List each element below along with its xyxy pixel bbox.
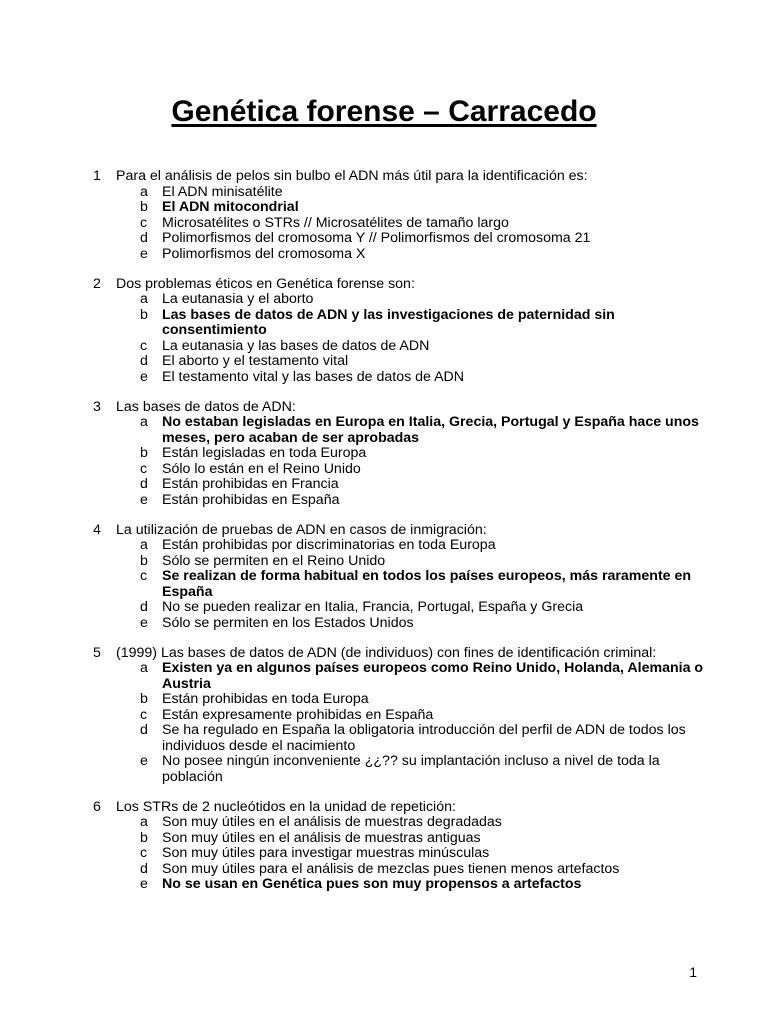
option-letter: d [140, 722, 148, 738]
question-number: 6 [93, 798, 101, 815]
option [0, 216, 768, 232]
question-number: 2 [93, 275, 101, 292]
option-text: Polimorfismos del cromosoma X [162, 245, 366, 262]
option-letter: d [140, 860, 148, 877]
option-list [0, 538, 768, 631]
option-list [0, 292, 768, 385]
question-number: 5 [93, 644, 101, 661]
correct-option [0, 877, 768, 893]
option-letter: c [140, 460, 148, 477]
question-1 [0, 169, 768, 262]
option-text: Están expresamente prohibidas en España [162, 706, 434, 723]
correct-option [0, 308, 768, 339]
option [0, 446, 768, 462]
option-text: Están prohibidas en toda Europa [162, 691, 369, 707]
option [0, 339, 768, 355]
option-letter: e [140, 245, 148, 262]
option-text: Son muy útiles en el análisis de muestras degradadas [162, 814, 502, 830]
option-text: Sólo se permiten en el Reino Unido [162, 552, 386, 569]
option-text: El aborto y el testamento vital [162, 353, 349, 369]
option-letter: c [140, 845, 148, 861]
option-text: Están prohibidas en España [162, 491, 340, 508]
option-letter: c [140, 706, 148, 723]
option-letter: b [140, 829, 148, 846]
question-text: (1999) Las bases de datos de ADN (de individuos) con fines de identificación criminal: [116, 644, 657, 661]
option [0, 493, 768, 509]
option-letter: b [140, 552, 148, 569]
option-letter: b [140, 691, 148, 707]
option [0, 231, 768, 247]
option-text: El ADN minisatélite [162, 183, 283, 200]
option-letter: d [140, 353, 148, 369]
option [0, 723, 768, 754]
question-text: Dos problemas éticos en Genética forense son: [116, 275, 415, 292]
correct-option [0, 569, 768, 600]
option-text: Se realizan de forma habitual en todos los países europeos, más raramente en España [162, 568, 692, 600]
correct-option [0, 200, 768, 216]
option-text: Están prohibidas en Francia [162, 476, 339, 492]
option-list [0, 415, 768, 508]
question-text: Los STRs de 2 nucleótidos en la unidad de repetición: [116, 798, 456, 815]
option-text: Sólo lo están en el Reino Unido [162, 460, 361, 477]
question-list [0, 169, 768, 907]
option-list [0, 185, 768, 263]
option [0, 247, 768, 263]
option-list [0, 815, 768, 893]
option-text: No posee ningún inconveniente ¿¿?? su implantación incluso a nivel de toda la población [162, 753, 660, 785]
question-2 [0, 277, 768, 386]
option [0, 831, 768, 847]
option-letter: d [140, 230, 148, 246]
question-3 [0, 400, 768, 509]
question-5 [0, 646, 768, 786]
option-text: Se ha regulado en España la obligatoria introducción del perfil de ADN de todos los individuos desde el nacimiento [162, 722, 686, 754]
option [0, 462, 768, 478]
option-text: Son muy útiles en el análisis de muestras antiguas [162, 829, 481, 846]
option-letter: c [140, 214, 148, 231]
option-letter: a [140, 291, 148, 307]
option [0, 185, 768, 201]
option [0, 354, 768, 370]
question-number: 1 [93, 168, 101, 184]
question-text: La utilización de pruebas de ADN en casos de inmigración: [116, 521, 487, 538]
option-letter: a [140, 183, 148, 200]
option-letter: e [140, 753, 148, 769]
option-letter: e [140, 614, 148, 631]
option-text: La eutanasia y las bases de datos de ADN [162, 337, 430, 354]
correct-option [0, 661, 768, 692]
option-letter: e [140, 368, 148, 385]
option-text: Son muy útiles para investigar muestras minúsculas [162, 845, 490, 861]
option-text: El ADN mitocondrial [162, 199, 299, 215]
option-text: Sólo se permiten en los Estados Unidos [162, 614, 414, 631]
page-number: 1 [689, 964, 697, 980]
option [0, 616, 768, 632]
document-title: Genética forense – Carracedo [171, 95, 597, 128]
option [0, 692, 768, 708]
option [0, 370, 768, 386]
option [0, 815, 768, 831]
option-letter: c [140, 337, 148, 354]
option [0, 846, 768, 862]
question-text: Para el análisis de pelos sin bulbo el ADN más útil para la identificación es: [116, 168, 588, 184]
option-text: No estaban legisladas en Europa en Italia, Grecia, Portugal y España hace unos meses, pero acaban de ser aprobadas [162, 414, 699, 446]
option [0, 862, 768, 878]
option-letter: d [140, 476, 148, 492]
question-text: Las bases de datos de ADN: [116, 398, 296, 415]
option-letter: c [140, 568, 148, 584]
option-letter: a [140, 414, 148, 430]
option [0, 292, 768, 308]
option-letter: b [140, 445, 148, 461]
option-letter: b [140, 199, 148, 215]
question-number: 4 [93, 521, 101, 538]
option-text: Están legisladas en toda Europa [162, 445, 367, 461]
option [0, 754, 768, 785]
option [0, 600, 768, 616]
option-letter: d [140, 599, 148, 615]
question-number: 3 [93, 398, 101, 415]
option [0, 538, 768, 554]
option-text: Existen ya en algunos países europeos como Reino Unido, Holanda, Alemania o Austria [162, 660, 704, 692]
option-text: Las bases de datos de ADN y las investigaciones de paternidad sin consentimiento [162, 306, 615, 338]
option [0, 708, 768, 724]
option-letter: a [140, 537, 148, 553]
option-letter: e [140, 491, 148, 508]
correct-option [0, 415, 768, 446]
option-text: La eutanasia y el aborto [162, 291, 314, 307]
option-list [0, 661, 768, 785]
option [0, 477, 768, 493]
option-text: El testamento vital y las bases de datos de ADN [162, 368, 465, 385]
option-text: No se usan en Genética pues son muy propensos a artefactos [162, 876, 582, 892]
option [0, 554, 768, 570]
option-letter: e [140, 876, 148, 892]
option-letter: a [140, 814, 148, 830]
option-letter: b [140, 306, 148, 323]
question-4 [0, 523, 768, 632]
option-letter: a [140, 660, 148, 676]
option-text: Microsatélites o STRs // Microsatélites de tamaño largo [162, 214, 509, 231]
option-text: No se pueden realizar en Italia, Francia, Portugal, España y Grecia [162, 599, 584, 615]
option-text: Son muy útiles para el análisis de mezclas pues tienen menos artefactos [162, 860, 620, 877]
question-6 [0, 800, 768, 893]
option-text: Están prohibidas por discriminatorias en toda Europa [162, 537, 496, 553]
option-text: Polimorfismos del cromosoma Y // Polimorfismos del cromosoma 21 [162, 230, 591, 246]
